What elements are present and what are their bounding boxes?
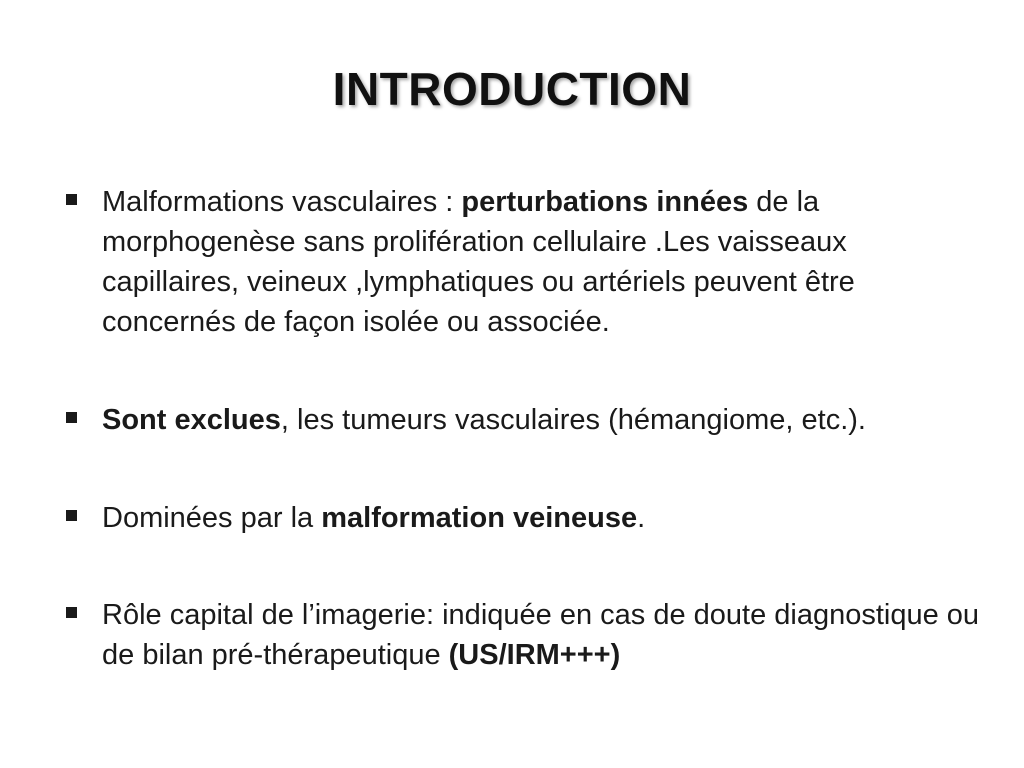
square-bullet-icon <box>66 607 77 618</box>
square-bullet-icon <box>66 412 77 423</box>
bullet-text: Malformations vasculaires : <box>102 186 462 218</box>
bullet-emphasis: malformation veineuse <box>321 502 638 534</box>
bullet-text: Rôle capital de l’imagerie: indiquée en cas de doute diagnostique ou de bilan pré-thérapeutique <box>102 599 980 671</box>
bullet-item-imaging <box>64 595 984 675</box>
bullet-item-exclusions <box>64 400 984 440</box>
square-bullet-icon <box>66 510 77 521</box>
slide-title: INTRODUCTION <box>332 63 692 115</box>
bullet-text: . <box>637 502 646 534</box>
bullet-emphasis: Sont exclues <box>102 404 281 436</box>
bullet-text: Dominées par la <box>102 502 322 534</box>
square-bullet-icon <box>66 194 77 205</box>
bullet-item-malformations <box>64 182 984 342</box>
bullet-text: de la morphogenèse sans prolifération cellulaire .Les vaisseaux capillaires, veineux ,lymphatiques ou artériels peuvent être concernés de façon isolée ou associée. <box>102 186 855 338</box>
bullet-emphasis: perturbations innées <box>461 186 749 218</box>
bullet-list <box>64 182 984 675</box>
bullet-item-dominance <box>64 498 984 538</box>
bullet-text: , les tumeurs vasculaires (hémangiome, etc.). <box>280 404 866 436</box>
bullet-emphasis: (US/IRM+++) <box>448 639 621 671</box>
